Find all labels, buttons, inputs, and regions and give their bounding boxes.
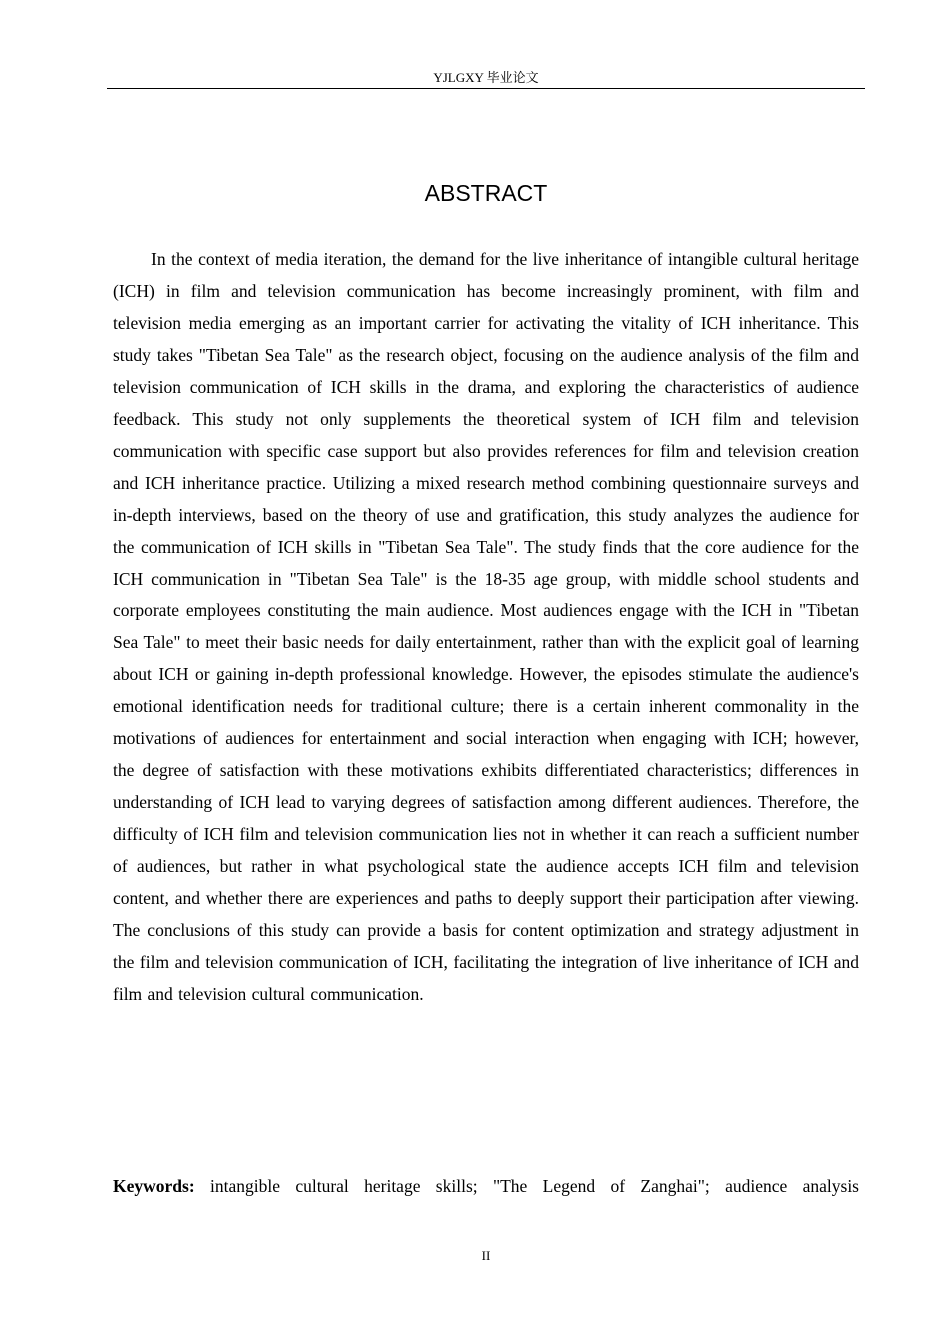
header-rule [107,88,865,89]
keywords-text: intangible cultural heritage skills; "The Legend of Zanghai"; audience analysis [210,1176,859,1196]
keywords-label: Keywords: [113,1176,195,1196]
abstract-title: ABSTRACT [424,180,548,206]
keywords-line [113,1170,859,1202]
running-header: YJLGXY 毕业论文 [433,70,539,85]
page-number: II [481,1248,491,1263]
abstract-body: In the context of media iteration, the demand for the live inheritance of intangible cultural heritage (ICH) in film and television communication has become increasingly prominent, with film and television media emerging as an important carrier for activating the vitality of ICH inheritance. This study takes "Tibetan Sea Tale" as the research object, focusing on the audience analysis of the film and television communication of ICH skills in the drama, and exploring the characteristics of audience feedback. This study not only supplements the theoretical system of ICH film and television communication with specific case support but also provides references for film and television creation and ICH inheritance practice. Utilizing a mixed research method combining questionnaire surveys and in-depth interviews, based on the theory of use and gratification, this study analyzes the audience for the communication of ICH skills in "Tibetan Sea Tale". The study finds that the core audience for the ICH communication in "Tibetan Sea Tale" is the 18-35 age group, with middle school students and corporate employees constituting the main audience. Most audiences engage with the ICH in "Tibetan Sea Tale" to meet their basic needs for daily entertainment, rather than with the explicit goal of learning about ICH or gaining in-depth professional knowledge. However, the episodes stimulate the audience's emotional identification needs for traditional culture; there is a certain inherent commonality in the motivations of audiences for entertainment and social interaction when engaging with ICH; however, the degree of satisfaction with these motivations exhibits differentiated characteristics; differences in understanding of ICH lead to varying degrees of satisfaction among different audiences. Therefore, the difficulty of ICH film and television communication lies not in whether it can reach a sufficient number of audiences, but rather in what psychological state the audience accepts ICH film and television content, and whether there are experiences and paths to deeply support their participation after viewing. The conclusions of this study can provide a basis for content optimization and strategy adjustment in the film and television communication of ICH, facilitating the integration of live inheritance of ICH and film and television cultural communication. [113,249,859,1004]
